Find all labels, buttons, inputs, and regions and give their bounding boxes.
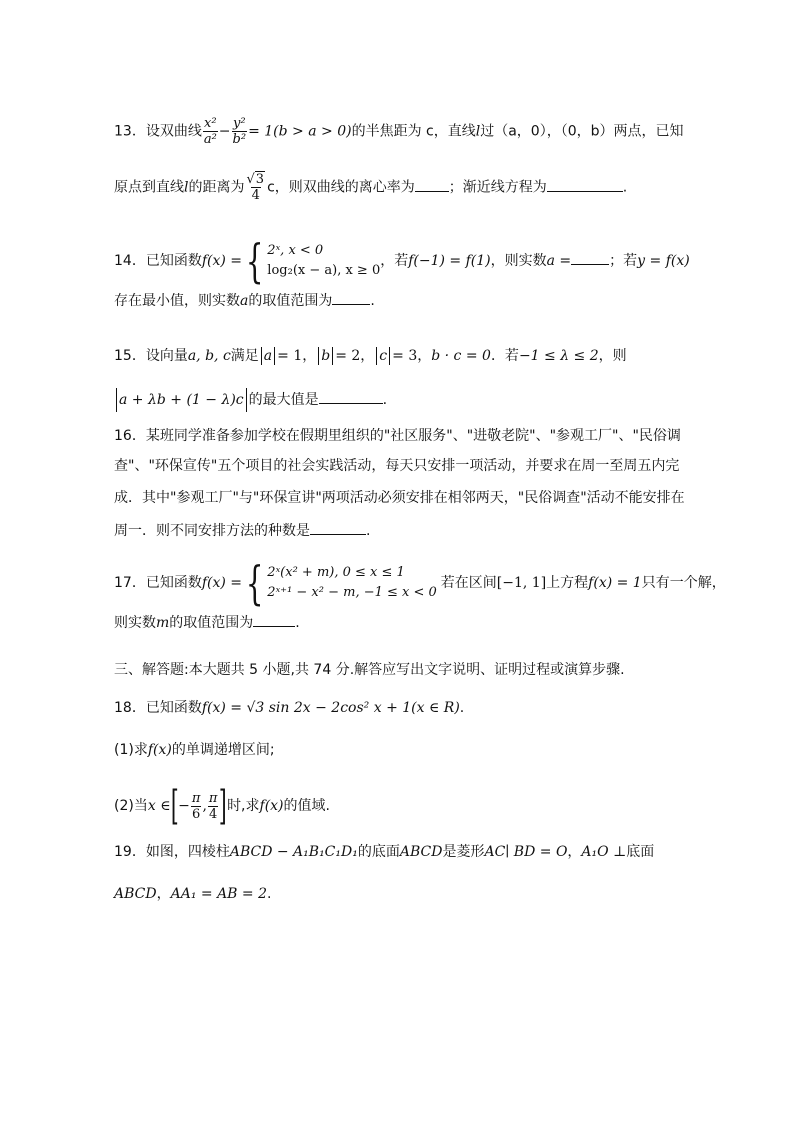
problem-14-text: ，若 xyxy=(380,253,409,269)
problem-16-line-2: 查"、"环保宣传"五个项目的社会实践活动，每天只安排一项活动，并要求在周一至周五内完 xyxy=(114,458,680,474)
answer-blank-range-a[interactable] xyxy=(332,290,370,305)
problem-14-text-3: ；若 xyxy=(609,253,638,269)
norm-c: = 3， xyxy=(392,348,432,364)
problem-18-period: . xyxy=(459,700,465,716)
problem-15-text-4: 的最大值是 xyxy=(248,392,319,408)
problem-18-statement xyxy=(114,698,684,718)
problem-15-line-2 xyxy=(114,388,684,412)
problem-17-number: 17．已知函数 xyxy=(114,575,202,591)
prism-name: ABCD − A₁B₁C₁D₁ xyxy=(229,844,358,860)
x-in: x ∈ xyxy=(147,798,171,814)
part-2-text: 时,求 xyxy=(227,798,260,814)
piecewise-cases xyxy=(267,241,380,281)
problem-14-text-4: 存在最小值，则实数 xyxy=(114,293,240,309)
y-equals-fx: y = f(x) xyxy=(637,253,690,269)
a1o-perpendicular: A₁O ⊥ xyxy=(581,844,627,860)
problem-16-line-3: 成．其中"参观工厂"与"环保宣讲"两项活动必须安排在相邻两天，"民俗调查"活动不能安排在 xyxy=(114,490,685,506)
vectors-abc: a, b, c xyxy=(187,348,231,364)
answer-blank-range-m[interactable] xyxy=(253,612,295,627)
case-2: log₂(x − a), x ≥ 0 xyxy=(267,263,381,278)
answer-blank-max[interactable] xyxy=(319,389,383,404)
problem-19-number: 19．如图，四棱柱 xyxy=(114,844,230,860)
edge-lengths: AA₁ = AB = 2 xyxy=(170,886,268,902)
variable-m: m xyxy=(156,615,170,631)
problem-15-text: 满足 xyxy=(230,348,259,364)
problem-17-text-4: 则实数 xyxy=(114,615,156,631)
problem-14-text-5: 的取值范围为 xyxy=(248,293,333,309)
problem-15-text-3: ，则 xyxy=(598,348,627,364)
equation: f(x) = 1 xyxy=(588,575,642,591)
problem-14-line-2 xyxy=(114,290,684,311)
problem-15-line-1: 15．设向量a, b, c满足 a = 1， b = 2， c = 3，b · c = 0．若−1 ≤ λ ≤ 2，则 xyxy=(114,348,627,364)
case-1: 2ˣ, x < 0 xyxy=(267,243,324,258)
function-f: f(x) = xyxy=(201,575,243,591)
problem-16-text-4: 周一．则不同安排方法的种数是 xyxy=(114,523,310,539)
answer-blank-eccentricity[interactable] xyxy=(415,177,449,192)
problem-19-text-4: 底面 xyxy=(626,844,655,860)
problem-16-line-1: 16．某班同学准备参加学校在假期里组织的"社区服务"、"进敬老院"、"参观工厂"、"民俗调 xyxy=(114,428,681,444)
fraction-sqrt3-4: $\frac{√3}{4}$ xyxy=(246,172,265,203)
problem-14-text-2: ，则实数 xyxy=(490,253,547,269)
problem-14-number: 14．已知函数 xyxy=(114,253,202,269)
norm-b: = 2， xyxy=(335,348,375,364)
dot-product: b · c = 0 xyxy=(431,348,491,364)
problem-19-text-3: ， xyxy=(567,844,582,860)
problem-19-line-2 xyxy=(114,884,684,904)
problem-17-line-2 xyxy=(114,612,684,633)
problem-14-period: . xyxy=(370,293,375,309)
problem-13-line-2: 原点到直线l的距离为 $\frac{√3}{4}$ c，则双曲线的离心率为 ；渐近线方程为 . xyxy=(114,172,628,203)
problem-13-text-5: c，则双曲线的离心率为 xyxy=(267,179,415,196)
fraction-y2-b2: $\frac{\text{y²}}{\text{b²}}$ xyxy=(232,116,247,147)
section-heading: 三、解答题:本大题共 5 小题,共 74 分.解答应写出文字说明、证明过程或演算步骤. xyxy=(114,662,625,678)
answer-blank-asymptote[interactable] xyxy=(547,177,623,192)
variable-a: a = xyxy=(546,253,572,269)
hyperbola-condition: = 1(b > a > 0) xyxy=(248,123,352,140)
problem-15-period: . xyxy=(382,392,388,408)
problem-17-text: 若在区间 xyxy=(440,575,497,591)
piecewise-cases xyxy=(267,563,437,603)
part-1-label: (1)求 xyxy=(114,742,148,758)
function-f: f(x) xyxy=(259,798,284,814)
answer-blank-a[interactable] xyxy=(571,250,609,265)
left-brace: { xyxy=(245,234,264,288)
line-l: l xyxy=(475,123,481,140)
norm-a: = 1， xyxy=(277,348,317,364)
function-f: f(x) = xyxy=(201,253,243,269)
part-2-text-2: 的值域. xyxy=(283,798,330,814)
function-f: f(x) xyxy=(147,742,172,758)
problem-19-period: . xyxy=(267,886,272,902)
interval: [−1, 1] xyxy=(496,575,547,591)
problem-17-text-2: 上方程 xyxy=(546,575,589,591)
lambda-range: −1 ≤ λ ≤ 2 xyxy=(518,348,599,364)
fraction-x2-a2: $\frac{\text{x²}}{\text{a²}}$ xyxy=(203,116,217,147)
problem-13-text-2: 过（a，0），（0，b）两点，已知 xyxy=(480,123,684,140)
problem-13-line-1: 13．设双曲线 $\frac{\text{x²}}{\text{a²}}$ − $\frac{\text{y²}}{\text{b²}}$ = 1(b > a > 0)的半焦距为 c，直线l过（a，0），（0，b）两点，已知 xyxy=(114,116,684,147)
fraction-pi-4: $\frac{\pi}{4}$ xyxy=(208,790,218,822)
case-1: 2ˣ(x² + m), 0 ≤ x ≤ 1 xyxy=(267,565,405,580)
diagonal-intersection: AC∣ BD = O xyxy=(484,844,568,860)
problem-19-text-5: ， xyxy=(156,886,171,902)
left-brace: { xyxy=(245,556,264,610)
problem-13-text-4: 的距离为 xyxy=(188,179,245,196)
part-1-text: 的单调递增区间; xyxy=(171,742,275,758)
base-abcd: ABCD xyxy=(114,886,157,902)
variable-a: a xyxy=(240,293,249,309)
problem-19-text: 的底面 xyxy=(357,844,400,860)
problem-18-part-1 xyxy=(114,740,684,760)
problem-13-number: 13．设双曲线 xyxy=(114,123,202,140)
problem-15-number: 15．设向量 xyxy=(114,348,188,364)
answer-blank-count[interactable] xyxy=(310,520,366,535)
problem-13-period: . xyxy=(622,179,628,196)
function-definition: f(x) = √3 sin 2x − 2cos² x + 1(x ∈ R) xyxy=(201,700,460,716)
problem-19-text-2: 是菱形 xyxy=(442,844,485,860)
problem-13-text: 的半焦距为 c，直线 xyxy=(351,123,476,140)
fraction-pi-6: $\frac{\pi}{6}$ xyxy=(191,790,201,822)
problem-17-text-5: 的取值范围为 xyxy=(169,615,254,631)
base-abcd: ABCD xyxy=(399,844,443,860)
problem-17-text-3: 只有一个解， xyxy=(641,575,726,591)
problem-17-line-1 xyxy=(114,556,726,610)
problem-18-part-2: (2)当x ∈[− $\frac{\pi}{6}$ , $\frac{\pi}{4}$ ]时,求f(x)的值域. xyxy=(114,783,330,829)
condition: f(−1) = f(1) xyxy=(408,253,491,269)
problem-13-text-3: 原点到直线 xyxy=(114,179,184,196)
problem-13-text-6: ；渐近线方程为 xyxy=(448,179,547,196)
problem-14-line-1 xyxy=(114,234,690,288)
problem-18-number: 18．已知函数 xyxy=(114,700,202,716)
vector-expression: a + λb + (1 − λ)c xyxy=(119,392,244,408)
problem-17-period: . xyxy=(295,615,300,631)
case-2: 2ˣ⁺¹ − x² − m, −1 ≤ x < 0 xyxy=(267,585,437,600)
part-2-label: (2)当 xyxy=(114,798,148,814)
problem-16-line-4 xyxy=(114,520,684,541)
problem-16-period: . xyxy=(366,523,371,539)
problem-15-text-2: ．若 xyxy=(490,348,519,364)
problem-19-line-1 xyxy=(114,842,684,862)
